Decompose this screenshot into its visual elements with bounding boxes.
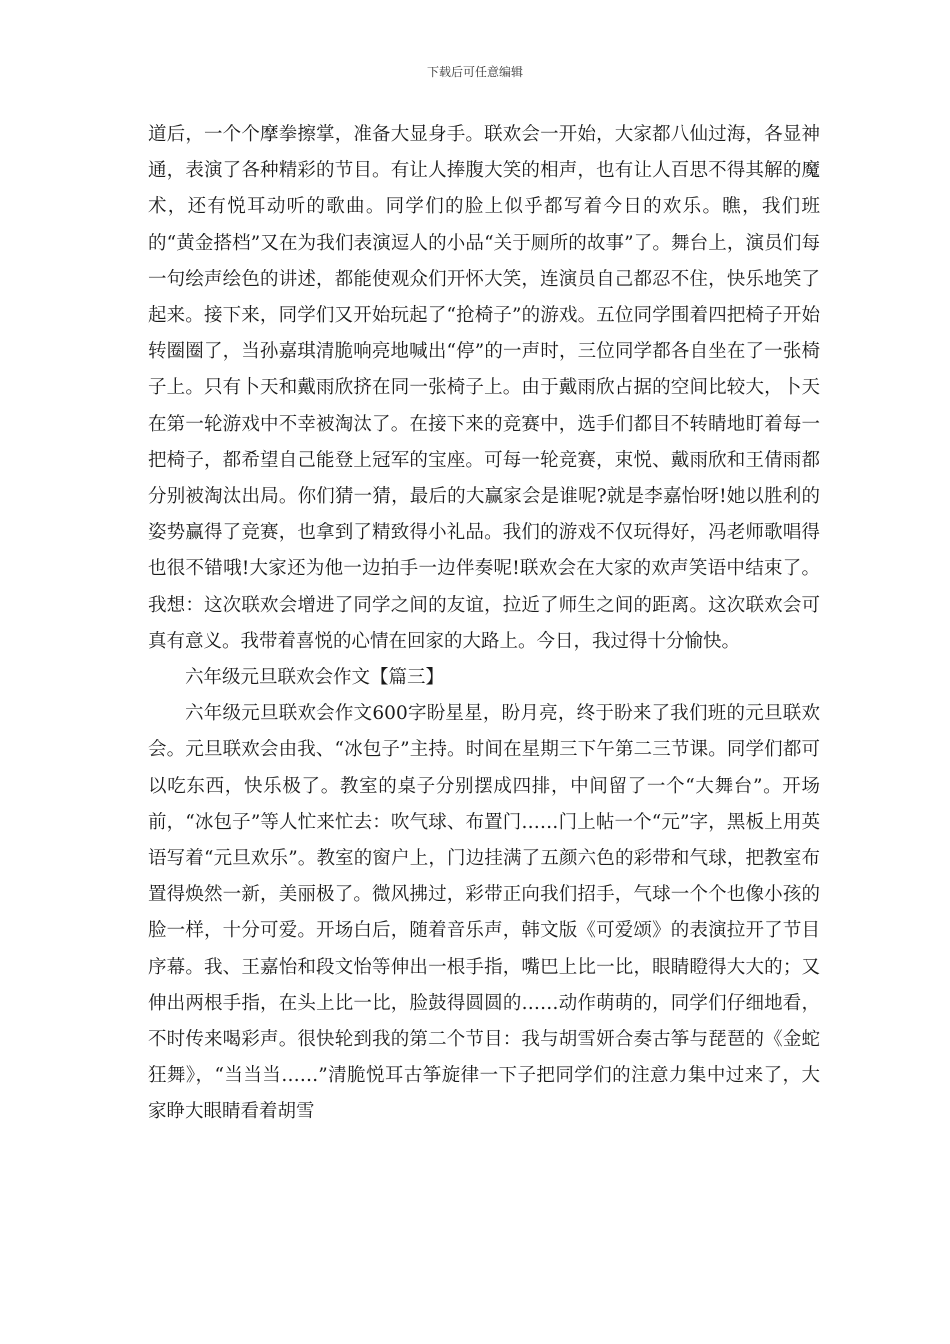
paragraph-1: 道后，一个个摩拳擦掌，准备大显身手。联欢会一开始，大家都八仙过海，各显神通，表演了各种精彩的节目。有让人捧腹大笑的相声，也有让人百思不得其解的魔术，还有悦耳动听的歌曲。同学们的脸上似乎都写着今日的欢乐。瞧，我们班的“黄金搭档”又在为我们表演逗人的小品“关于厕所的故事”了。舞台上，演员们每一句绘声绘色的讲述，都能使观众们开怀大笑，连演员自己都忍不住，快乐地笑了起来。接下来，同学们又开始玩起了“抢椅子”的游戏。五位同学围着四把椅子开始转圈圈了，当孙嘉琪清脆响亮地喊出“停”的一声时，三位同学都各自坐在了一张椅子上。只有卜天和戴雨欣挤在同一张椅子上。由于戴雨欣占据的空间比较大，卜天在第一轮游戏中不幸被淘汰了。在接下来的竞赛中，选手们都目不转睛地盯着每一把椅子，都希望自己能登上冠军的宝座。可每一轮竞赛，束悦、戴雨欣和王倩雨都分别被淘汰出局。你们猜一猜，最后的大赢家会是谁呢?就是李嘉怡呀!她以胜利的姿势赢得了竞赛，也拿到了精致得小礼品。我们的游戏不仅玩得好，冯老师歌唱得也很不错哦!大家还为他一边拍手一边伴奏呢!联欢会在大家的欢声笑语中结束了。我想：这次联欢会增进了同学之间的友谊，拉近了师生之间的距离。这次联欢会可真有意义。我带着喜悦的心情在回家的大路上。今日，我过得十分愉快。 — [148, 124, 820, 652]
section-heading: 六年级元旦联欢会作文【篇三】 — [185, 667, 445, 689]
document-body — [148, 117, 820, 1131]
page-header: 下载后可任意编辑 — [426, 65, 523, 79]
paragraph-3: 六年级元旦联欢会作文600字盼星星，盼月亮，终于盼来了我们班的元旦联欢会。元旦联欢会由我、“冰包子”主持。时间在星期三下午第二三节课。同学们都可以吃东西，快乐极了。教室的桌子分别摆成四排，中间留了一个“大舞台”。开场前，“冰包子”等人忙来忙去：吹气球、布置门……门上帖一个“元”字，黑板上用英语写着“元旦欢乐”。教室的窗户上，门边挂满了五颜六色的彩带和气球，把教室布置得焕然一新，美丽极了。微风拂过，彩带正向我们招手，气球一个个也像小孩的脸一样，十分可爱。开场白后，随着音乐声，韩文版《可爱颂》的表演拉开了节目序幕。我、王嘉怡和段文怡等伸出一根手指，嘴巴上比一比，眼睛瞪得大大的；又伸出两根手指，在头上比一比，脸鼓得圆圆的……动作萌萌的，同学们仔细地看，不时传来喝彩声。很快轮到我的第二个节目：我与胡雪妍合奏古筝与琵琶的《金蛇狂舞》，“当当当……”清脆悦耳古筝旋律一下子把同学们的注意力集中过来了，大家睁大眼睛看着胡雪 — [148, 703, 820, 1123]
